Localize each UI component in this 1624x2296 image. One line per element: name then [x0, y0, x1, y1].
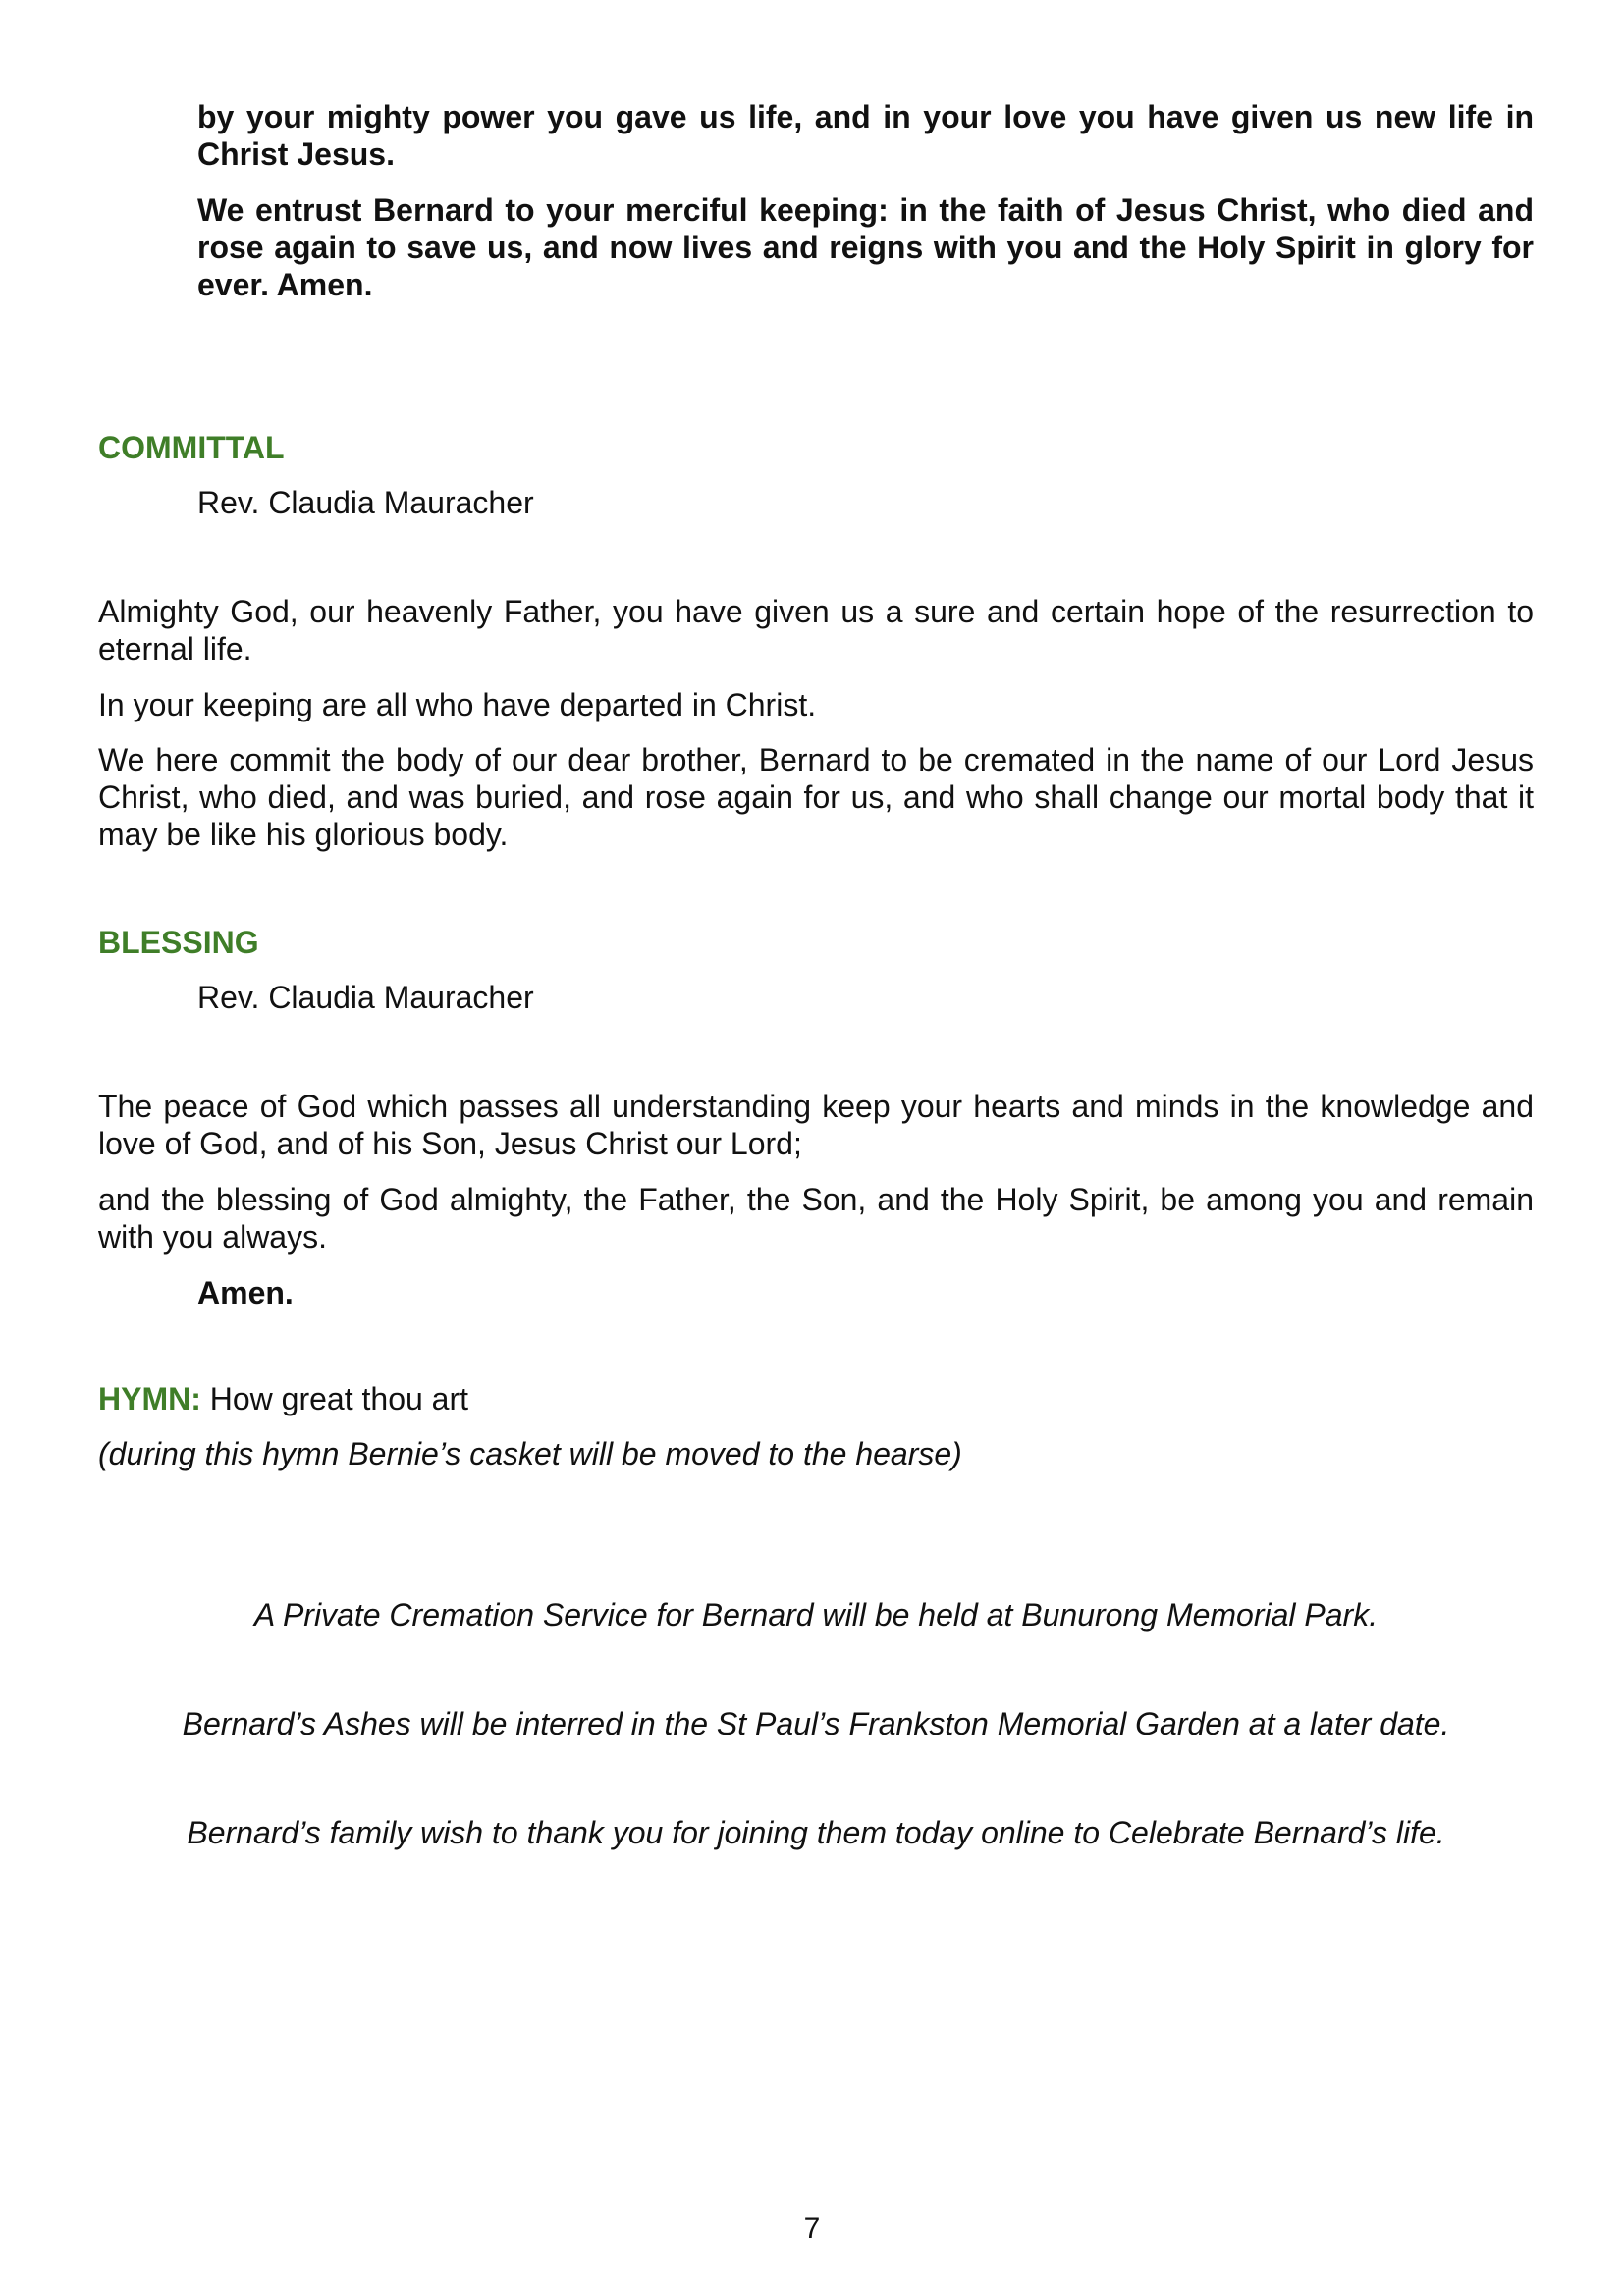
blessing-heading: BLESSING	[98, 925, 259, 960]
hymn-label: HYMN:	[98, 1381, 201, 1416]
committal-paragraph-2: In your keeping are all who have departed in Christ.	[98, 687, 817, 722]
blessing-amen: Amen.	[197, 1275, 294, 1310]
blessing-paragraph-2: and the blessing of God almighty, the Father, the Son, and the Holy Spirit, be among you and remain with you always.	[98, 1182, 1534, 1255]
committal-paragraph-3: We here commit the body of our dear brother, Bernard to be cremated in the name of our Lord Jesus Christ, who died, and was buried, and rose again for us, and who shall change our mortal body that it may be like his glorious body.	[98, 742, 1534, 852]
prayer-paragraph-2: We entrust Bernard to your merciful keeping: in the faith of Jesus Christ, who died and rose again to save us, and now lives and reigns with you and the Holy Spirit in glory for ever. Amen.	[197, 192, 1534, 302]
prayer-paragraph-1: by your mighty power you gave us life, and in your love you have given us new life in Christ Jesus.	[197, 99, 1534, 172]
committal-heading: COMMITTAL	[98, 430, 285, 465]
notice-thanks: Bernard’s family wish to thank you for joining them today online to Celebrate Bernard’s life.	[187, 1815, 1445, 1850]
notice-cremation: A Private Cremation Service for Bernard will be held at Bunurong Memorial Park.	[253, 1597, 1379, 1632]
committal-officiant: Rev. Claudia Mauracher	[197, 485, 534, 520]
hymn-title: How great thou art	[209, 1381, 469, 1416]
hymn-line	[98, 1380, 1534, 1417]
hymn-note: (during this hymn Bernie’s casket will be moved to the hearse)	[98, 1436, 962, 1471]
blessing-officiant: Rev. Claudia Mauracher	[197, 980, 534, 1015]
page-number: 7	[803, 2213, 821, 2245]
notice-ashes: Bernard’s Ashes will be interred in the St Paul’s Frankston Memorial Garden at a later date.	[182, 1706, 1450, 1741]
blessing-paragraph-1: The peace of God which passes all understanding keep your hearts and minds in the knowledge and love of God, and of his Son, Jesus Christ our Lord;	[98, 1089, 1534, 1161]
committal-paragraph-1: Almighty God, our heavenly Father, you have given us a sure and certain hope of the resurrection to eternal life.	[98, 594, 1534, 667]
